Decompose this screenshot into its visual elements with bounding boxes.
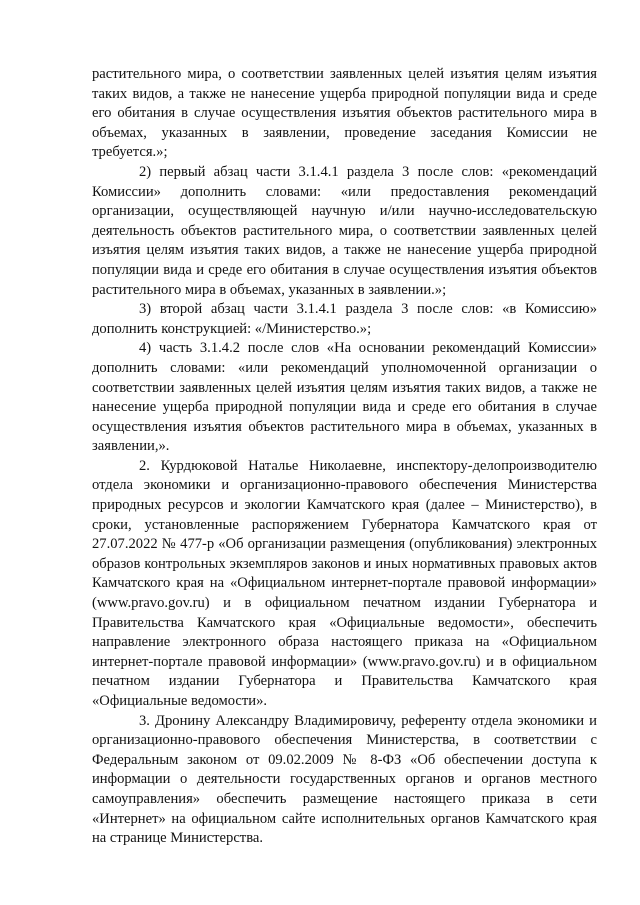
paragraph-continuation: растительного мира, о соответствии заявленных целей изъятия целям изъятия таких видов, а также не нанесение ущерба природной популяции вида и среде его обитания в случае осуществления изъятия объектов растительного мира в объемах, указанных в заявлении, проведение заседания Комиссии не требуется.»; <box>92 66 597 161</box>
paragraph-clause-2-kurdyukova: 2. Курдюковой Наталье Николаевне, инспектору-делопроизводителю отдела экономики и организационно-правового обеспечения Министерства природных ресурсов и экологии Камчатского края (далее – Министерство), в сроки, установленные распоряжением Губернатора Камчатского края от 27.07.2022 № 477-р «Об организации размещения (опубликования) электронных образов контрольных экземпляров законов и иных нормативных правовых актов Камчатского края на «Официальном интернет-портале правовой информации» (www.pravo.gov.ru) и в официальном печатном издании Губернатора и Правительства Камчатского края «Официальные ведомости», обеспечить направление электронного образа настоящего приказа на «Официальном интернет-портале правовой информации» (www.pravo.gov.ru) и в официальном печатном издании Губернатора и Правительства Камчатского края «Официальные ведомости». <box>92 457 597 709</box>
paragraph-clause-3-dronin: 3. Дронину Александру Владимировичу, референту отдела экономики и организационно-правового обеспечения Министерства, в соответствии с Федеральным законом от 09.02.2009 № 8-ФЗ «Об обеспечении доступа к информации о деятельности государственных органов и органов местного самоуправления» обеспечить размещение настоящего приказа в сети «Интернет» на официальном сайте исполнительных органов Камчатского края на странице Министерства. <box>92 712 597 847</box>
paragraph-item-3-second-abzac: 3) второй абзац части 3.1.4.1 раздела 3 после слов: «в Комиссию» дополнить конструкцией: «/Министерство.»; <box>92 301 597 337</box>
paragraph-item-4-part-3142: 4) часть 3.1.4.2 после слов «На основании рекомендаций Комиссии» дополнить словами: «или рекомендаций уполномоченной организации о соответствии заявленных целей изъятия целям изъятия таких видов, а также не нанесение ущерба природной популяции вида и среде его обитания в случае осуществления изъятия объектов растительного мира в объемах, указанных в заявлении,». <box>92 340 597 455</box>
document-body <box>92 65 597 849</box>
paragraph-item-2-first-abzac: 2) первый абзац части 3.1.4.1 раздела 3 после слов: «рекомендаций Комиссии» дополнить словами: «или предоставления рекомендаций организации, осуществляющей научную и/или научно-исследовательскую деятельность объектов растительного мира, о соответствии заявленных целей изъятия целям изъятия таких видов, а также не нанесение ущерба природной популяции вида и среде его обитания в случае осуществления изъятия объектов растительного мира в объемах, указанных в заявлении.»; <box>92 163 597 298</box>
